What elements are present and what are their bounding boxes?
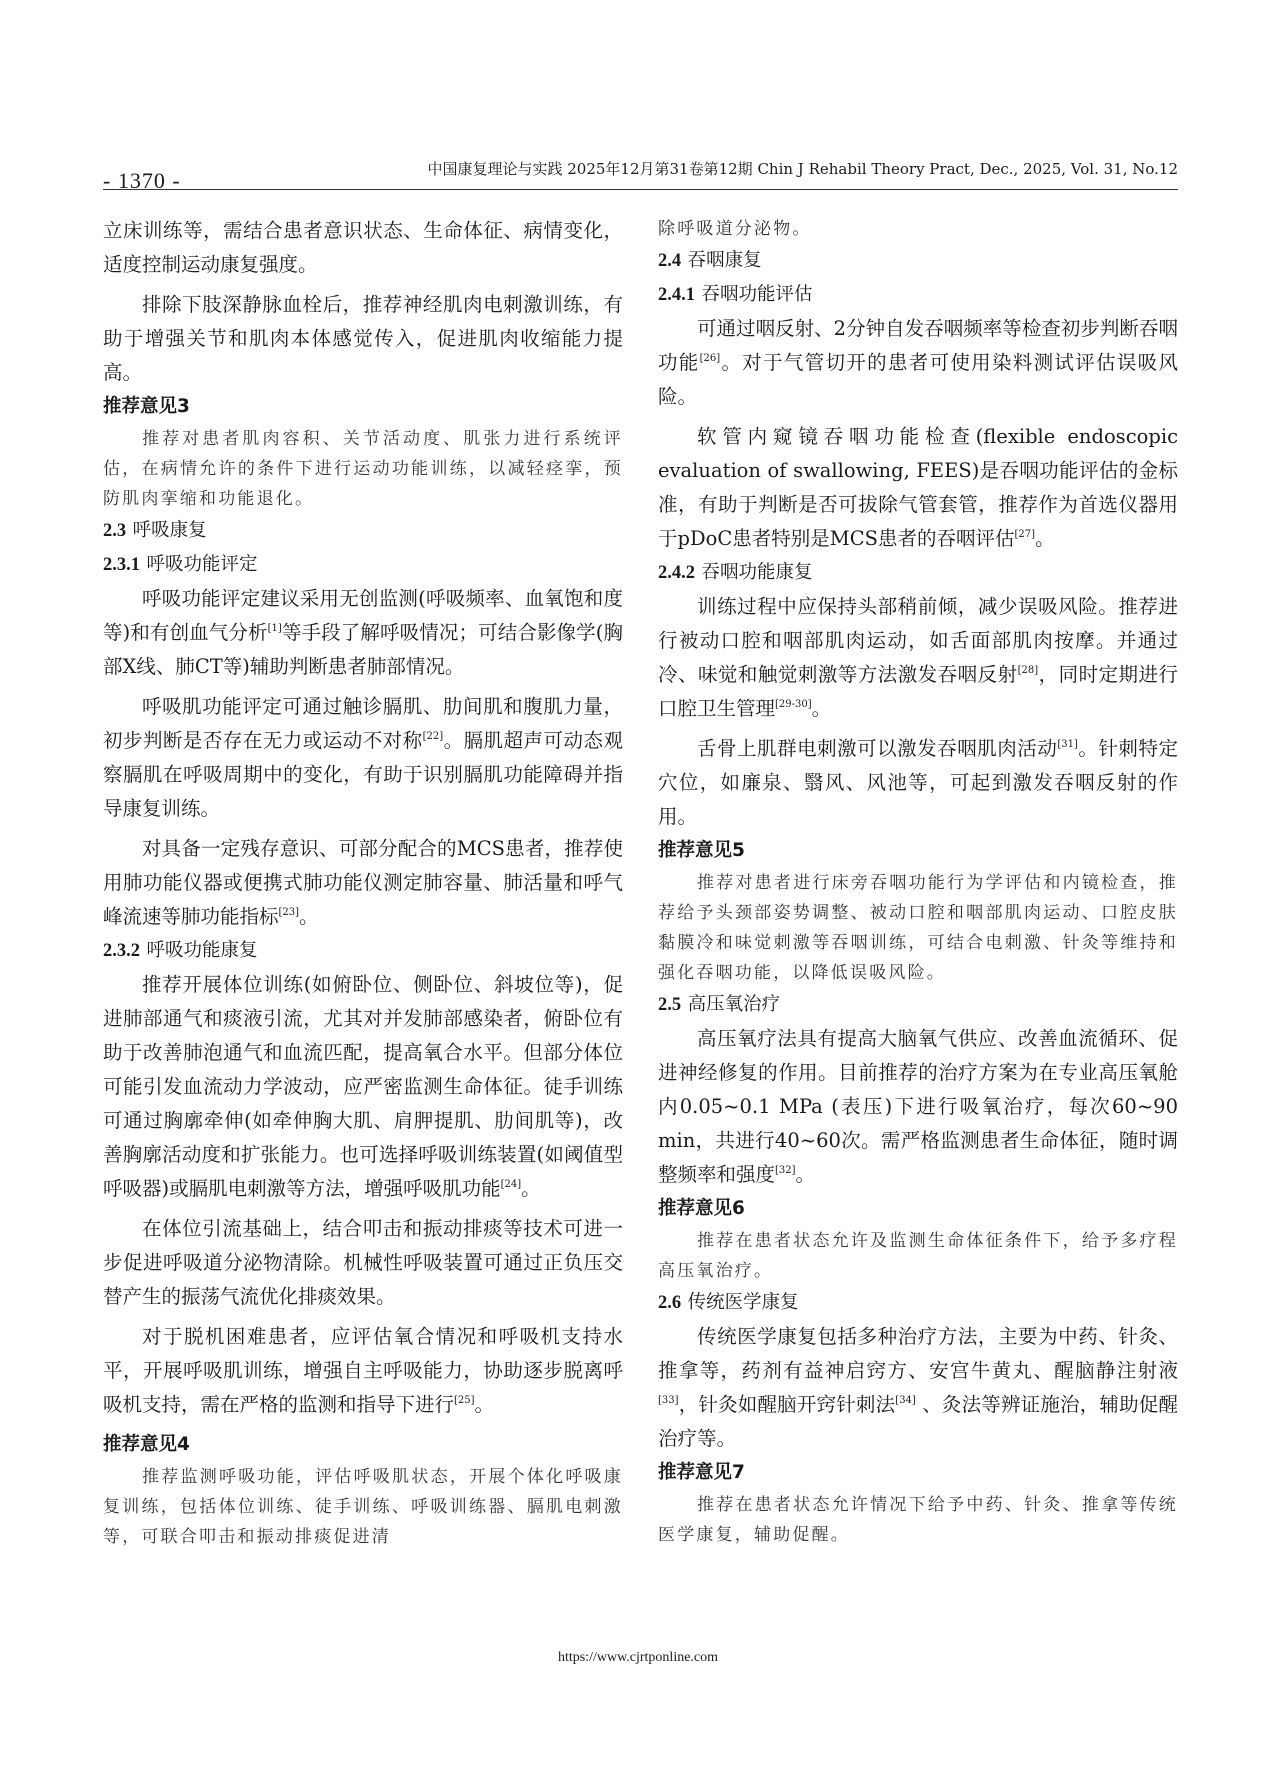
section-2-4-1-heading [658,278,1178,312]
section-2-6-heading [658,1286,1178,1320]
citation-ref[interactable]: [26] [699,353,721,364]
section-number: 2.6 [658,1293,682,1313]
section-number: 2.3.2 [103,941,140,961]
recommendation-7-heading: 推荐意见7 [658,1462,745,1483]
citation-ref[interactable]: [23] [278,907,300,918]
recommendation-3-text: 推荐对患者肌肉容积、关节活动度、肌张力进行系统评估，在病情允许的条件下进行运动功能训练，以减轻痉挛，预防肌肉挛缩和功能退化。 [103,429,623,509]
section-number: 2.5 [658,995,682,1015]
footer-url[interactable]: https://www.cjrtponline.com [557,1650,719,1665]
citation-ref[interactable]: [34] [895,1395,916,1406]
paragraph: 对具备一定残存意识、可部分配合的MCS患者，推荐使用肺功能仪器或便携式肺功能仪测定肺容量、肺活量和呼气峰流速等肺功能指标[23]。 [103,837,623,928]
header-divider [103,189,1178,190]
recommendation-4-text-continued: 除呼吸道分泌物。 [658,219,812,239]
citation-ref[interactable]: [24] [500,1179,522,1190]
recommendation-6-text: 推荐在患者状态允许及监测生命体征条件下，给予多疗程高压氧治疗。 [658,1231,1178,1281]
recommendation-3-heading: 推荐意见3 [103,396,190,417]
section-2-3-2-heading [103,934,623,968]
citation-ref[interactable]: [32] [775,1165,796,1176]
recommendation-5-heading: 推荐意见5 [658,840,745,861]
citation-ref[interactable]: [28] [1017,665,1039,676]
paragraph: 训练过程中应保持头部稍前倾，减少误吸风险。推荐进行被动口腔和咽部肌肉运动，如舌面部肌肉按摩。并通过冷、味觉和触觉刺激等方法激发吞咽反射[28]，同时定期进行口腔卫生管理[29-30]。 [658,595,1178,720]
section-number: 2.4.2 [658,563,695,583]
section-2-4-heading [658,244,1178,278]
paragraph: 舌骨上肌群电刺激可以激发吞咽肌肉活动[31]。针刺特定穴位，如廉泉、翳风、风池等，可起到激发吞咽反射的作用。 [658,737,1178,828]
paragraph: 呼吸功能评定建议采用无创监测(呼吸频率、血氧饱和度等)和有创血气分析[1]等手段了解呼吸情况；可结合影像学(胸部X线、肺CT等)辅助判断患者肺部情况。 [103,587,624,678]
recommendation-4-heading: 推荐意见4 [103,1434,190,1455]
section-2-3-heading [103,514,623,548]
page-header [103,148,1178,193]
section-title: 呼吸功能康复 [146,940,258,961]
paragraph: 传统医学康复包括多种治疗方法，主要为中药、针灸、推拿等，药剂有益神启窍方、安宫牛黄丸、醒脑静注射液[33]，针灸如醒脑开窍针刺法[34] 、灸法等辨证施治，辅助促醒治疗等。 [658,1325,1178,1450]
section-title: 吞咽功能康复 [701,562,813,583]
paragraph: 高压氧疗法具有提高大脑氧气供应、改善血流循环、促进神经修复的作用。目前推荐的治疗方案为在专业高压氧舱内0.05~0.1 MPa (表压)下进行吸氧治疗，每次60~90 min，共进行40~60次。需严格监测患者生命体征，随时调整频率和强度[32]。 [658,1027,1178,1186]
section-title: 传统医学康复 [687,1292,799,1313]
citation-ref[interactable]: [27] [1014,529,1036,540]
section-2-5-heading [658,988,1178,1022]
section-2-3-1-heading [103,548,623,582]
paragraph: 推荐开展体位训练(如俯卧位、侧卧位、斜坡位等)，促进肺部通气和痰液引流，尤其对并发肺部感染者，俯卧位有助于改善肺泡通气和血流匹配，提高氧合水平。但部分体位可能引发血流动力学波动，应严密监测生命体征。徒手训练可通过胸廓牵伸(如牵伸胸大肌、肩胛提肌、肋间肌等)，改善胸廓活动度和扩张能力。也可选择呼吸训练装置(如阈值型呼吸器)或膈肌电刺激等方法，增强呼吸肌功能[24]。 [103,973,623,1200]
section-number: 2.3.1 [103,555,140,575]
section-title: 高压氧治疗 [687,994,781,1015]
section-title: 吞咽康复 [687,250,762,271]
paragraph: 对于脱机困难患者，应评估氧合情况和呼吸机支持水平，开展呼吸肌训练，增强自主呼吸能力，协助逐步脱离呼吸机支持，需在严格的监测和指导下进行[25]。 [103,1325,623,1416]
section-2-4-2-heading [658,556,1178,590]
citation-ref[interactable]: [22] [422,731,444,742]
page-number: - 1370 - [103,168,181,193]
paragraph: 立床训练等，需结合患者意识状态、生命体征、病情变化，适度控制运动康复强度。 [103,219,623,276]
paragraph: 在体位引流基础上，结合叩击和振动排痰等技术可进一步促进呼吸道分泌物清除。机械性呼吸装置可通过正负压交替产生的振荡气流优化排痰效果。 [103,1217,623,1308]
paragraph: 软管内窥镜吞咽功能检查(flexible endoscopic evaluation of swallowing, FEES)是吞咽功能评估的金标准，有助于判断是否可拔除气管套管，推荐作为首选仪器用于pDoC患者特别是MCS患者的吞咽评估[27]。 [658,425,1178,550]
section-title: 呼吸功能评定 [146,554,258,575]
recommendation-6-heading: 推荐意见6 [658,1198,745,1219]
citation-ref[interactable]: [1] [267,623,282,634]
citation-ref[interactable]: [25] [454,1395,475,1406]
paragraph: 排除下肢深静脉血栓后，推荐神经肌肉电刺激训练，有助于增强关节和肌肉本体感觉传入，促进肌肉收缩能力提高。 [103,293,623,384]
recommendation-4-text: 推荐监测呼吸功能，评估呼吸肌状态，开展个体化呼吸康复训练，包括体位训练、徒手训练、呼吸训练器、膈肌电刺激等，可联合叩击和振动排痰促进清 [103,1467,623,1547]
right-column [658,214,1178,1550]
paragraph: 呼吸肌功能评定可通过触诊膈肌、肋间肌和腹肌力量，初步判断是否存在无力或运动不对称[22]。膈肌超声可动态观察膈肌在呼吸周期中的变化，有助于识别膈肌功能障碍并指导康复训练。 [103,695,623,820]
section-title: 呼吸康复 [132,520,207,541]
section-title: 吞咽功能评估 [701,284,813,305]
citation-ref[interactable]: [29-30] [775,699,812,710]
journal-citation: 中国康复理论与实践 2025年12月第31卷第12期 Chin J Rehabil Theory Pract, Dec., 2025, Vol. 31, No.12 [427,160,1178,178]
recommendation-5-text: 推荐对患者进行床旁吞咽功能行为学评估和内镜检查，推荐给予头颈部姿势调整、被动口腔和咽部肌肉运动、口腔皮肤黏膜冷和味觉刺激等吞咽训练，可结合电刺激、针灸等维持和强化吞咽功能，以降低误吸风险。 [658,873,1178,983]
section-number: 2.3 [103,521,127,541]
citation-ref[interactable]: [33] [658,1395,679,1406]
paragraph: 可通过咽反射、2分钟自发吞咽频率等检查初步判断吞咽功能[26]。对于气管切开的患者可使用染料测试评估误吸风险。 [658,317,1178,408]
section-number: 2.4 [658,251,682,271]
left-column [103,214,623,1552]
section-number: 2.4.1 [658,285,695,305]
recommendation-7-text: 推荐在患者状态允许情况下给予中药、针灸、推拿等传统医学康复，辅助促醒。 [658,1495,1178,1545]
citation-ref[interactable]: [31] [1057,739,1078,750]
